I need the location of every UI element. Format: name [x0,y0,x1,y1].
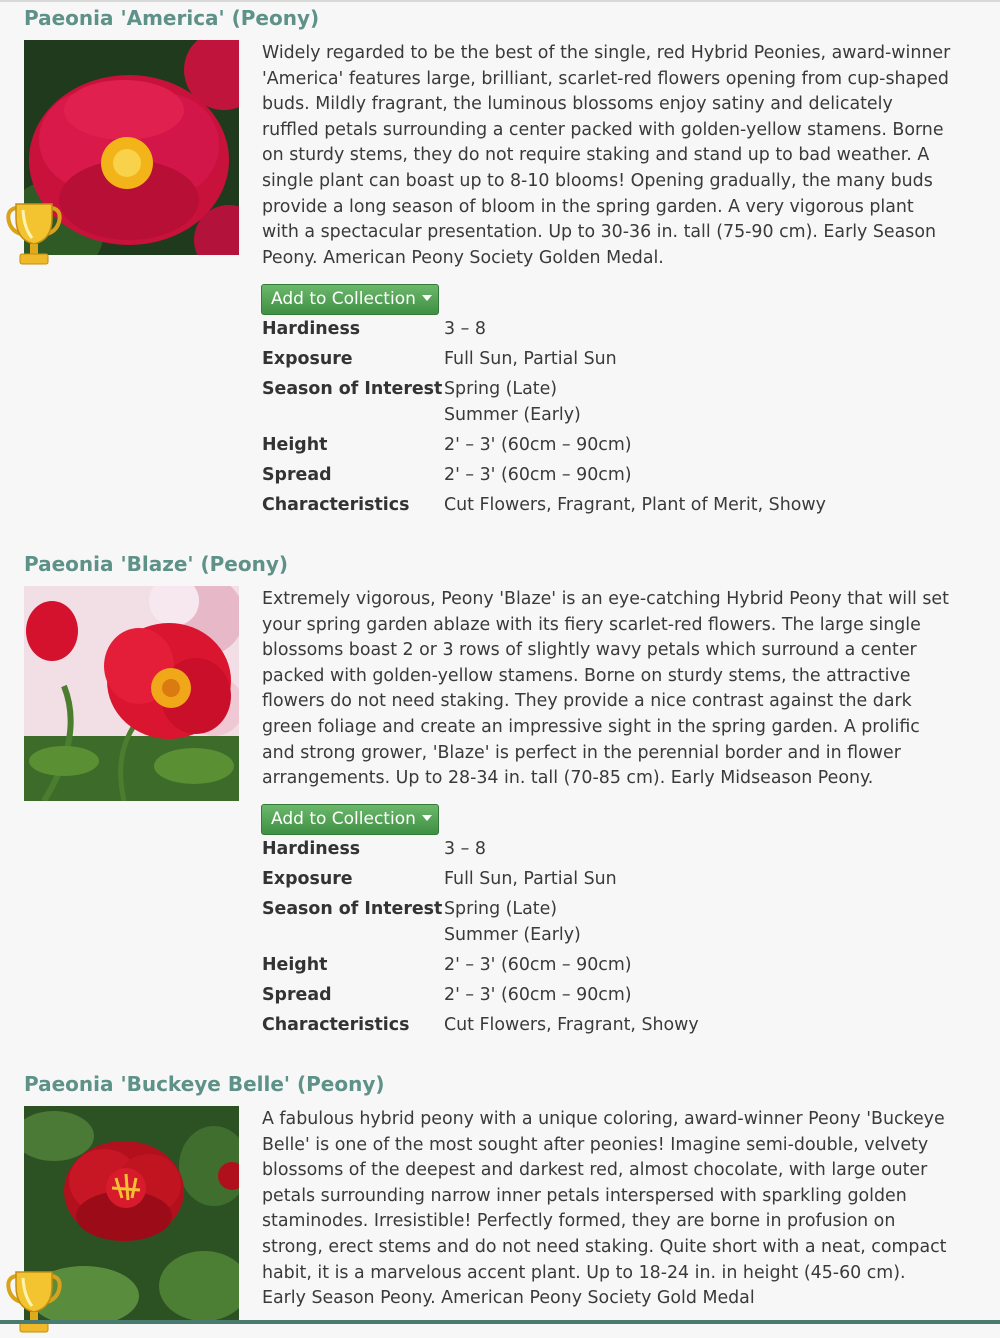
caret-down-icon [422,295,432,301]
attribute-table [262,316,982,522]
attribute-value: Full Sun, Partial Sun [444,869,617,889]
attribute-label: Height [262,955,328,975]
plant-card-blaze [0,550,1000,1050]
attribute-value: 3 – 8 [444,319,486,339]
attribute-label: Season of Interest [262,379,443,399]
attribute-value: 2' – 3' (60cm – 90cm) [444,465,632,485]
plant-title[interactable]: Paeonia 'Buckeye Belle' (Peony) [24,1072,385,1096]
attribute-label: Hardiness [262,839,361,859]
plant-photo[interactable] [24,586,239,801]
attribute-row-hardiness [262,316,982,346]
plant-card-buckeye-belle [0,1070,1000,1320]
attribute-row-characteristics [262,1012,982,1042]
attribute-row-season [262,896,982,952]
attribute-row-height [262,952,982,982]
attribute-row-hardiness [262,836,982,866]
attribute-value: Spring (Late) [444,899,558,919]
button-label: Add to Collection [271,809,416,829]
attribute-row-height [262,432,982,462]
attribute-label: Height [262,435,328,455]
plant-title[interactable]: Paeonia 'Blaze' (Peony) [24,552,289,576]
caret-down-icon [422,815,432,821]
attribute-label: Spread [262,465,332,485]
attribute-value-second: Summer (Early) [444,925,581,945]
attribute-row-spread [262,462,982,492]
attribute-row-characteristics [262,492,982,522]
attribute-label: Characteristics [262,495,410,515]
attribute-value: Spring (Late) [444,379,558,399]
attribute-value: Full Sun, Partial Sun [444,349,617,369]
plant-description: A fabulous hybrid peony with a unique coloring, award-winner Peony 'Buckeye Belle' is one of the most sought after peonies! Imagine semi-double, velvety blossoms of the deepest and darkest red, almost chocolate, with large outer petals surrounding narrow inner petals interspersed with sparkling golden staminodes. Irresistible! Perfectly formed, they are borne in profusion on strong, erect stems and do not need staking. Quite short with a neat, compact habit, it is a marvelous accent plant. Up to 18-24 in. in height (45-60 cm). Early Season Peony. American Peony Society Gold Medal [262,1109,947,1309]
plant-card-america [0,4,1000,524]
attribute-value-second: Summer (Early) [444,405,581,425]
plant-description: Extremely vigorous, Peony 'Blaze' is an eye-catching Hybrid Peony that will set your spring garden ablaze with its fiery scarlet-red flowers. The large single blossoms boast 2 or 3 rows of slightly wavy petals which surround a center packed with golden-yellow stamens. Borne on sturdy stems, the attractive flowers do not need staking. They provide a nice contrast against the dark green foliage and create an impressive sight in the spring garden. A prolific and strong grower, 'Blaze' is perfect in the perennial border and in flower arrangements. Up to 28-34 in. tall (70-85 cm). Early Midseason Peony. [262,589,949,789]
attribute-value: Cut Flowers, Fragrant, Plant of Merit, Showy [444,495,826,515]
plant-title[interactable]: Paeonia 'America' (Peony) [24,6,320,30]
add-to-collection-button[interactable] [261,804,439,835]
attribute-value: 2' – 3' (60cm – 90cm) [444,435,632,455]
button-label: Add to Collection [271,289,416,309]
trophy-icon [6,200,62,270]
attribute-label: Exposure [262,349,353,369]
plant-description: Widely regarded to be the best of the single, red Hybrid Peonies, award-winner 'America' features large, brilliant, scarlet-red flowers opening from cup-shaped buds. Mildly fragrant, the luminous blossoms enjoy satiny and delicately ruffled petals surrounding a center packed with golden-yellow stamens. Borne on sturdy stems, they do not require staking and stand up to bad weather. A single plant can boast up to 8-10 blooms! Opening gradually, the many buds provide a long season of bloom in the spring garden. A very vigorous plant with a spectacular presentation. Up to 30-36 in. tall (75-90 cm). Early Season Peony. American Peony Society Golden Medal. [262,43,951,268]
attribute-row-exposure [262,346,982,376]
attribute-label: Season of Interest [262,899,443,919]
top-divider [0,0,1000,2]
attribute-value: Cut Flowers, Fragrant, Showy [444,1015,699,1035]
attribute-row-season [262,376,982,432]
attribute-row-exposure [262,866,982,896]
attribute-label: Exposure [262,869,353,889]
attribute-row-spread [262,982,982,1012]
attribute-table [262,836,982,1042]
bottom-bar [0,1320,1000,1324]
attribute-label: Hardiness [262,319,361,339]
trophy-icon [6,1268,62,1338]
attribute-value: 2' – 3' (60cm – 90cm) [444,985,632,1005]
attribute-value: 3 – 8 [444,839,486,859]
add-to-collection-button[interactable] [261,284,439,315]
attribute-label: Characteristics [262,1015,410,1035]
attribute-label: Spread [262,985,332,1005]
attribute-value: 2' – 3' (60cm – 90cm) [444,955,632,975]
